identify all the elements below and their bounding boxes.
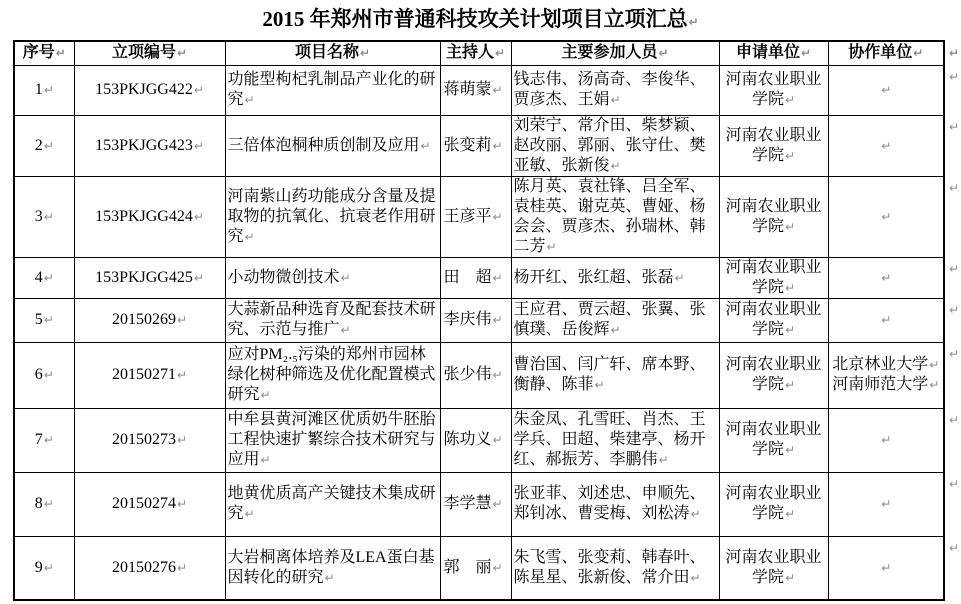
paragraph-mark: ↵ — [913, 46, 924, 61]
cell-leader: 张变莉↵ — [440, 115, 511, 176]
document-page — [0, 7, 961, 604]
cell-code: 20150271↵ — [74, 342, 225, 408]
paragraph-mark: ↵ — [492, 138, 503, 153]
cell-name: 应对PM₂.₅污染的郑州市园林绿化树种筛选及优化配置模式研究↵ — [225, 342, 440, 408]
row-end-mark: ↵ — [949, 540, 960, 555]
paragraph-mark: ↵ — [688, 15, 699, 29]
cell-leader: 蒋萌蒙↵ — [440, 65, 511, 115]
paragraph-mark: ↵ — [881, 560, 892, 575]
paragraph-mark: ↵ — [176, 46, 188, 61]
paragraph-mark: ↵ — [340, 323, 351, 337]
row-end-mark: ↵ — [949, 180, 960, 195]
cell-applicant: 河南农业职业学院↵ — [719, 115, 828, 176]
cell-serial: 8↵ — [14, 472, 74, 536]
cell-collaborator — [828, 65, 960, 115]
cell-collaborator — [828, 115, 960, 176]
header-cell-serial: 序号↵ — [14, 41, 74, 65]
cell-members: 张亚菲、刘述忠、申顺先、郑钊冰、曹雯梅、刘松涛↵ — [511, 472, 719, 536]
paragraph-mark: ↵ — [492, 368, 503, 382]
row-end-mark: ↵ — [949, 69, 960, 84]
cell-name: 三倍体泡桐种质创制及应用↵ — [225, 115, 440, 176]
paragraph-mark: ↵ — [244, 507, 255, 521]
paragraph-mark: ↵ — [800, 46, 812, 61]
table-row — [14, 298, 944, 342]
paragraph-mark: ↵ — [610, 158, 621, 173]
paragraph-mark: ↵ — [494, 46, 506, 61]
paragraph-mark: ↵ — [610, 323, 621, 337]
paragraph-mark: ↵ — [43, 270, 54, 285]
paragraph-mark: ↵ — [43, 560, 54, 575]
row-end-mark: ↵ — [949, 346, 960, 361]
cell-name: 功能型枸杞乳制品产业化的研究↵ — [225, 65, 440, 115]
cell-applicant: 河南农业职业学院↵ — [719, 257, 828, 298]
cell-serial: 3↵ — [14, 176, 74, 257]
paragraph-mark: ↵ — [244, 93, 255, 107]
row-end-mark: ↵ — [949, 302, 960, 317]
cell-collaborator — [828, 176, 960, 257]
cell-applicant: 河南农业职业学院↵ — [719, 472, 828, 536]
table-row — [14, 408, 944, 472]
paragraph-mark: ↵ — [784, 507, 796, 521]
cell-serial: 6↵ — [14, 342, 74, 408]
cell-name: 中牟县黄河滩区优质奶牛胚胎工程快速扩繁综合技术研究与应用↵ — [225, 408, 440, 472]
cell-name: 河南紫山药功能成分含量及提取物的抗氧化、抗衰老作用研究↵ — [225, 176, 440, 257]
paragraph-mark: ↵ — [674, 270, 685, 285]
table-row — [14, 257, 944, 298]
collaborator-line: 北京林业大学↵ — [832, 356, 940, 373]
table-row — [14, 115, 944, 176]
paragraph-mark: ↵ — [492, 497, 503, 511]
paragraph-mark: ↵ — [492, 313, 503, 327]
cell-serial: 7↵ — [14, 408, 74, 472]
paragraph-mark: ↵ — [193, 209, 204, 224]
paragraph-mark: ↵ — [193, 138, 204, 153]
paragraph-mark: ↵ — [43, 138, 54, 153]
paragraph-mark: ↵ — [492, 209, 503, 224]
table-row — [14, 65, 944, 115]
cell-collaborator — [828, 472, 960, 536]
cell-applicant: 河南农业职业学院↵ — [719, 176, 828, 257]
row-end-mark: ↵ — [949, 261, 960, 276]
cell-collaborator — [828, 536, 960, 600]
cell-code: 153PKJGG422↵ — [74, 65, 225, 115]
paragraph-mark: ↵ — [610, 93, 621, 107]
paragraph-mark: ↵ — [176, 313, 188, 327]
table-header-row — [14, 41, 944, 65]
paragraph-mark: ↵ — [244, 229, 255, 244]
cell-leader: 郭 丽↵ — [440, 536, 511, 600]
paragraph-mark: ↵ — [929, 358, 940, 372]
cell-collaborator — [828, 342, 960, 408]
table-row — [14, 342, 944, 408]
table-row — [14, 176, 944, 257]
cell-collaborator — [828, 298, 960, 342]
cell-collaborator — [828, 408, 960, 472]
paragraph-mark: ↵ — [260, 453, 271, 467]
paragraph-mark: ↵ — [690, 570, 701, 585]
paragraph-mark: ↵ — [420, 138, 431, 153]
collaborator-line: 河南师范大学↵ — [832, 376, 940, 393]
paragraph-mark: ↵ — [492, 433, 503, 447]
cell-collaborator — [828, 257, 960, 298]
paragraph-mark: ↵ — [784, 280, 796, 295]
paragraph-mark: ↵ — [784, 570, 796, 585]
row-end-mark: ↵ — [949, 476, 960, 491]
paragraph-mark: ↵ — [193, 270, 204, 285]
cell-members: 钱志伟、汤高奇、李俊华、贾彦杰、王娟↵ — [511, 65, 719, 115]
header-cell-members: 主要参加人员↵ — [511, 41, 719, 65]
cell-code: 20150273↵ — [74, 408, 225, 472]
row-end-mark: ↵ — [949, 46, 960, 60]
cell-members: 朱飞雪、张变莉、韩春叶、陈星星、张新俊、常介田↵ — [511, 536, 719, 600]
paragraph-mark: ↵ — [881, 270, 892, 285]
cell-leader: 张少伟↵ — [440, 342, 511, 408]
paragraph-mark: ↵ — [55, 46, 66, 61]
header-cell-name: 项目名称↵ — [225, 41, 440, 65]
page-title-text: 2015 年郑州市普通科技攻关计划项目立项汇总 — [262, 7, 688, 31]
cell-name: 小动物微创技术↵ — [225, 257, 440, 298]
cell-leader: 王彦平↵ — [440, 176, 511, 257]
page-title — [0, 7, 961, 34]
paragraph-mark: ↵ — [929, 378, 940, 392]
paragraph-mark: ↵ — [359, 46, 371, 61]
table-row — [14, 472, 944, 536]
table-row — [14, 536, 944, 600]
paragraph-mark: ↵ — [784, 443, 796, 457]
paragraph-mark: ↵ — [546, 239, 557, 254]
paragraph-mark: ↵ — [881, 433, 892, 447]
paragraph-mark: ↵ — [492, 560, 503, 575]
paragraph-mark: ↵ — [43, 368, 54, 382]
paragraph-mark: ↵ — [176, 560, 188, 575]
cell-serial: 1↵ — [14, 65, 74, 115]
cell-serial: 4↵ — [14, 257, 74, 298]
cell-applicant: 河南农业职业学院↵ — [719, 298, 828, 342]
paragraph-mark: ↵ — [176, 497, 188, 511]
cell-applicant: 河南农业职业学院↵ — [719, 408, 828, 472]
cell-members: 杨开红、张红超、张磊↵ — [511, 257, 719, 298]
paragraph-mark: ↵ — [784, 378, 796, 392]
cell-code: 153PKJGG425↵ — [74, 257, 225, 298]
paragraph-mark: ↵ — [492, 83, 503, 97]
cell-code: 20150274↵ — [74, 472, 225, 536]
cell-members: 陈月英、袁社锋、吕全军、袁桂英、谢克英、曹娅、杨会会、贾彦杰、孙瑞林、韩二芳↵ — [511, 176, 719, 257]
paragraph-mark: ↵ — [492, 270, 503, 285]
paragraph-mark: ↵ — [784, 219, 796, 234]
paragraph-mark: ↵ — [594, 378, 605, 392]
cell-leader: 田 超↵ — [440, 257, 511, 298]
paragraph-mark: ↵ — [43, 497, 54, 511]
cell-members: 朱金凤、孔雪旺、肖杰、王学兵、田超、柴建亭、杨开红、郝振芳、李鹏伟↵ — [511, 408, 719, 472]
paragraph-mark: ↵ — [658, 453, 669, 467]
project-table — [13, 40, 960, 601]
cell-code: 20150269↵ — [74, 298, 225, 342]
cell-applicant: 河南农业职业学院↵ — [719, 536, 828, 600]
paragraph-mark: ↵ — [43, 83, 54, 97]
header-cell-collaborator: 协作单位↵ ↵ — [828, 41, 944, 65]
paragraph-mark: ↵ — [176, 433, 188, 447]
paragraph-mark: ↵ — [690, 507, 701, 521]
paragraph-mark: ↵ — [881, 497, 892, 511]
cell-name: 大蒜新品种选育及配套技术研究、示范与推广↵ — [225, 298, 440, 342]
paragraph-mark: ↵ — [340, 270, 351, 285]
paragraph-mark: ↵ — [176, 368, 188, 382]
paragraph-mark: ↵ — [260, 388, 271, 402]
paragraph-mark: ↵ — [324, 570, 335, 585]
cell-members: 曹治国、闫广轩、席本野、衡静、陈菲↵ — [511, 342, 719, 408]
cell-name: 地黄优质高产关键技术集成研究↵ — [225, 472, 440, 536]
cell-leader: 陈功义↵ — [440, 408, 511, 472]
row-end-mark: ↵ — [949, 119, 960, 134]
cell-members: 王应君、贾云超、张翼、张慎璞、岳俊辉↵ — [511, 298, 719, 342]
cell-serial: 9↵ — [14, 536, 74, 600]
cell-code: 20150276↵ — [74, 536, 225, 600]
paragraph-mark: ↵ — [193, 83, 204, 97]
paragraph-mark: ↵ — [881, 313, 892, 327]
cell-serial: 2↵ — [14, 115, 74, 176]
cell-name: 大岩桐离体培养及LEA蛋白基因转化的研究↵ — [225, 536, 440, 600]
paragraph-mark: ↵ — [784, 148, 796, 163]
cell-members: 刘荣宁、常介田、柴梦颖、赵改丽、郭丽、张守仕、樊亚敏、张新俊↵ — [511, 115, 719, 176]
header-cell-applicant: 申请单位↵ — [719, 41, 828, 65]
header-cell-leader: 主持人↵ — [440, 41, 511, 65]
cell-code: 153PKJGG423↵ — [74, 115, 225, 176]
paragraph-mark: ↵ — [43, 209, 54, 224]
paragraph-mark: ↵ — [881, 83, 892, 97]
paragraph-mark: ↵ — [43, 313, 54, 327]
header-cell-code: 立项编号↵ — [74, 41, 225, 65]
paragraph-mark: ↵ — [881, 138, 892, 153]
cell-serial: 5↵ — [14, 298, 74, 342]
cell-leader: 李学慧↵ — [440, 472, 511, 536]
cell-applicant: 河南农业职业学院↵ — [719, 342, 828, 408]
paragraph-mark: ↵ — [658, 46, 669, 61]
paragraph-mark: ↵ — [784, 93, 796, 107]
cell-applicant: 河南农业职业学院↵ — [719, 65, 828, 115]
row-end-mark: ↵ — [949, 412, 960, 427]
cell-leader: 李庆伟↵ — [440, 298, 511, 342]
cell-code: 153PKJGG424↵ — [74, 176, 225, 257]
paragraph-mark: ↵ — [784, 323, 796, 337]
paragraph-mark: ↵ — [43, 433, 54, 447]
paragraph-mark: ↵ — [881, 209, 892, 224]
